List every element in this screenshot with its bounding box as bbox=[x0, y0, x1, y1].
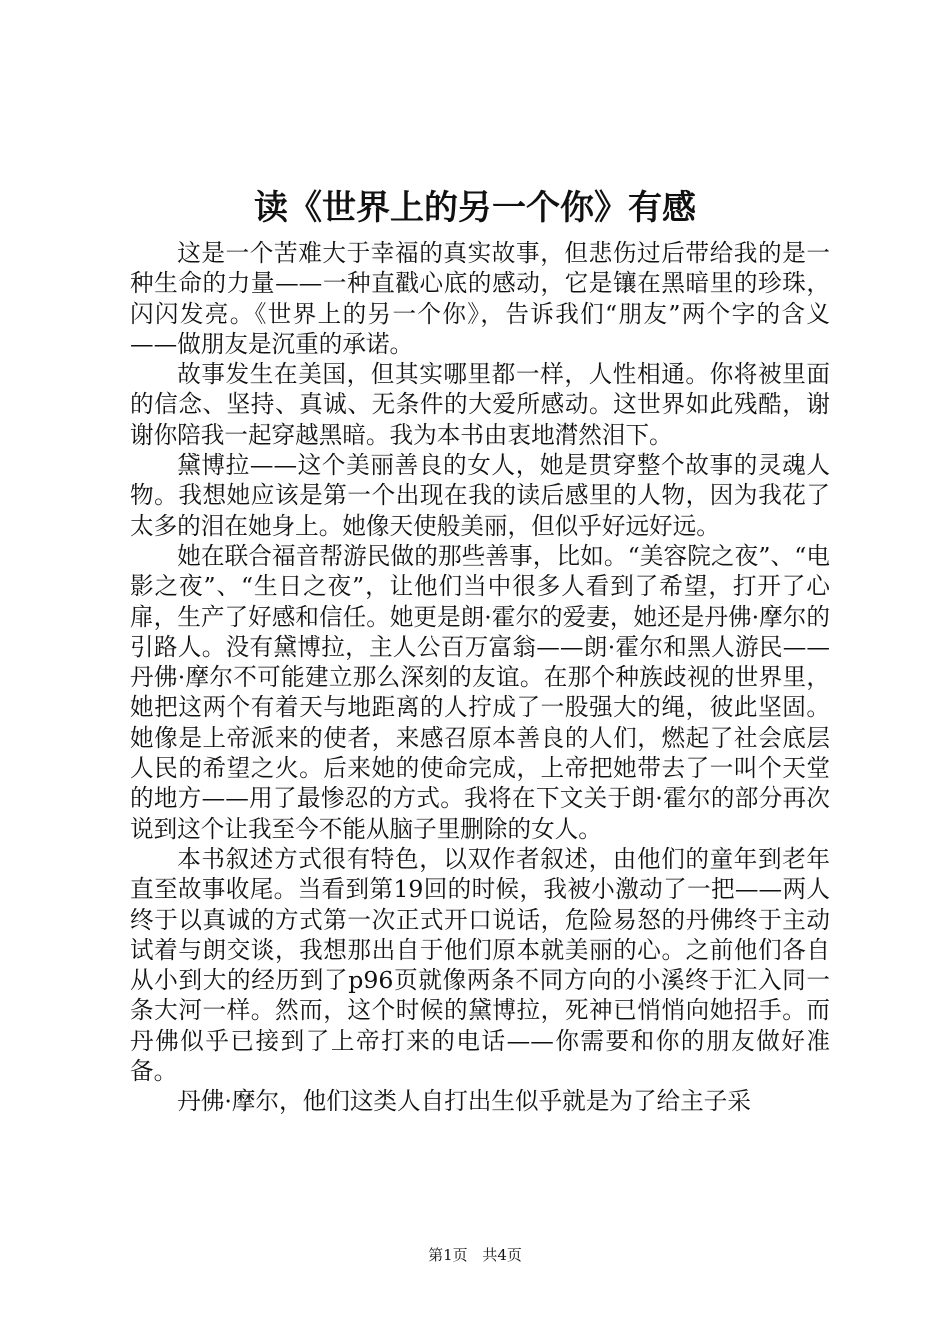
paragraph: 黛博拉——这个美丽善良的女人，她是贯穿整个故事的灵魂人物。我想她应该是第一个出现在我的读后感里的人物，因为我花了太多的泪在她身上。她像天使般美丽，但似乎好远好远。 bbox=[130, 451, 830, 540]
page-number: 第1页 bbox=[428, 1246, 468, 1264]
paragraph: 本书叙述方式很有特色，以双作者叙述，由他们的童年到老年直至故事收尾。当看到第19回的时候，我被小激动了一把——两人终于以真诚的方式第一次正式开口说话，危险易怒的丹佛终于主动试着与朗交谈，我想那出自于他们原本就美丽的心。之前他们各自从小到大的经历到了p96页就像两条不同方向的小溪终于汇入同一条大河一样。然而，这个时候的黛博拉，死神已悄悄向她招手。而丹佛似乎已接到了上帝打来的电话——你需要和你的朋友做好准备。 bbox=[130, 844, 830, 1086]
paragraph: 故事发生在美国，但其实哪里都一样，人性相通。你将被里面的信念、坚持、真诚、无条件的大爱所感动。这世界如此残酷，谢谢你陪我一起穿越黑暗。我为本书由衷地潸然泪下。 bbox=[130, 360, 830, 449]
document-body bbox=[130, 238, 830, 1117]
page-total: 共4页 bbox=[482, 1246, 522, 1264]
document-title: 读《世界上的另一个你》有感 bbox=[254, 188, 696, 228]
paragraph: 她在联合福音帮游民做的那些善事，比如。“美容院之夜”、“电影之夜”、“生日之夜”，让他们当中很多人看到了希望，打开了心扉，生产了好感和信任。她更是朗·霍尔的爱妻，她还是丹佛·摩尔的引路人。没有黛博拉，主人公百万富翁——朗·霍尔和黑人游民——丹佛·摩尔不可能建立那么深刻的友谊。在那个种族歧视的世界里，她把这两个有着天与地距离的人拧成了一股强大的绳，彼此坚固。她像是上帝派来的使者，来感召原本善良的人们，燃起了社会底层人民的希望之火。后来她的使命完成，上帝把她带去了一叫个天堂的地方——用了最惨忍的方式。我将在下文关于朗·霍尔的部分再次说到这个让我至今不能从脑子里删除的女人。 bbox=[130, 541, 830, 843]
paragraph: 这是一个苦难大于幸福的真实故事，但悲伤过后带给我的是一种生命的力量——一种直戳心底的感动，它是镶在黑暗里的珍珠，闪闪发亮。《世界上的另一个你》，告诉我们“朋友”两个字的含义——做朋友是沉重的承诺。 bbox=[130, 239, 830, 358]
page-footer bbox=[0, 1245, 950, 1265]
paragraph: 丹佛·摩尔，他们这类人自打出生似乎就是为了给主子采 bbox=[177, 1087, 751, 1116]
